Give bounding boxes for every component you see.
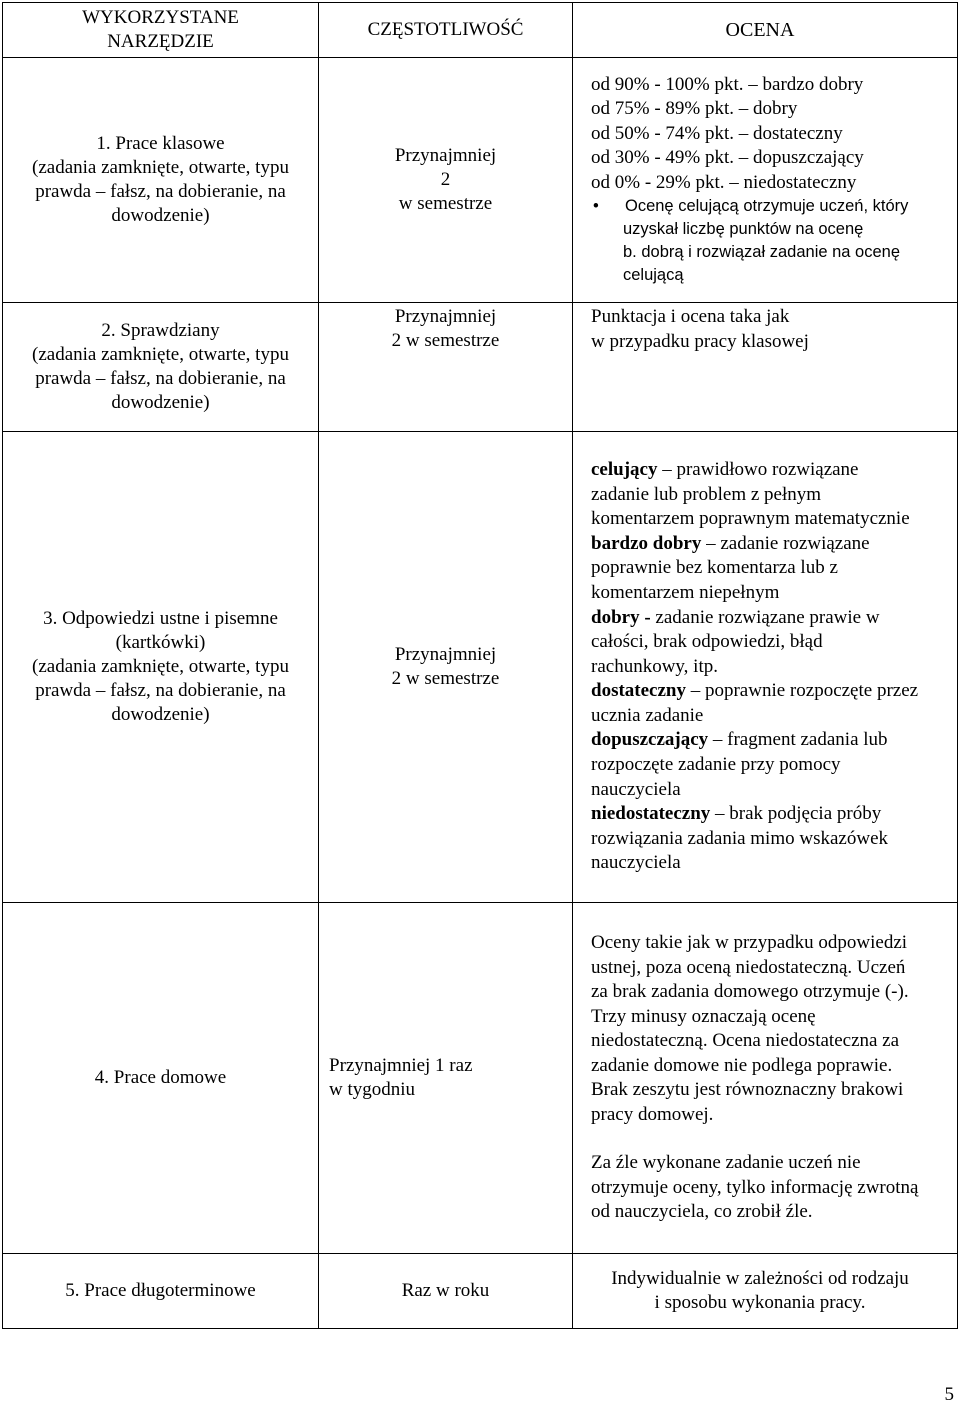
homework-paragraph-2: Za źle wykonane zadanie uczeń nie otrzymuje oceny, tylko informację zwrotną od nauczyciela, co zrobił źle. [591,1152,919,1223]
tool-cell: 4. Prace domowe [3,903,319,1254]
grade-cell [573,903,958,1254]
bullet-icon: • [593,197,599,216]
tool-cell: 2. Sprawdziany (zadania zamknięte, otwarte, typu prawda – fałsz, na dobieranie, na dowodzenie) [3,303,319,432]
grade-cell: od 90% - 100% pkt. – bardzo dobry od 75% - 89% pkt. – dobry od 50% - 74% pkt. – dostateczny od 30% - 49% pkt. – dopuszczający od 0% - 29% pkt. – niedostateczny • Ocenę celującą otrzymuje uczeń, który uzyskał liczbę punktów na ocenę b. dobrą i rozwiązał zadanie na ocenę celującą [573,58,958,303]
frequency-cell: Przynajmniej 2 w semestrze [319,58,573,303]
grade-niedostateczny: niedostateczny – brak podjęcia próby rozwiązania zadania mimo wskazówek nauczyciela [591,803,889,874]
table-row [3,432,958,903]
page-number: 5 [944,1384,954,1405]
header-frequency: CZĘSTOTLIWOŚĆ [319,3,573,58]
frequency-cell: Przynajmniej 2 w semestrze [319,303,573,432]
grade-dopuszczajacy: dopuszczający – fragment zadania lub rozpoczęte zadanie przy pomocy nauczyciela [591,729,888,800]
grade-bardzo-dobry: bardzo dobry – zadanie rozwiązane poprawnie bez komentarza lub z komentarzem niepełnym [591,532,870,603]
table-row [3,58,958,303]
frequency-cell: Przynajmniej 1 raz w tygodniu [319,903,573,1254]
tool-cell: 5. Prace długoterminowe [3,1254,319,1329]
header-tool: WYKORZYSTANE NARZĘDZIE [3,3,319,58]
frequency-cell: Przynajmniej 2 w semestrze [319,432,573,903]
table-row [3,903,958,1254]
assessment-table [2,2,958,1329]
table-row [3,1254,958,1329]
header-grade: OCENA [573,3,958,58]
table-row [3,303,958,432]
grade-dobry: dobry - zadanie rozwiązane prawie w całości, brak odpowiedzi, błąd rachunkowy, itp. [591,606,880,677]
grade-cell: Indywidualnie w zależności od rodzaju i sposobu wykonania pracy. [573,1254,958,1329]
grade-dostateczny: dostateczny – poprawnie rozpoczęte przez ucznia zadanie [591,680,919,726]
tool-cell: 1. Prace klasowe (zadania zamknięte, otwarte, typu prawda – fałsz, na dobieranie, na dowodzenie) [3,58,319,303]
grade-cell [573,432,958,903]
homework-paragraph-1: Oceny takie jak w przypadku odpowiedzi ustnej, poza oceną niedostateczną. Uczeń za brak zadania domowego otrzymuje (-). Trzy minusy oznaczają ocenę niedostateczną. Ocena niedostateczna za zadanie domowe nie podlega poprawie. Brak zeszytu jest równoznaczny brakowi pracy domowej. [591,932,909,1125]
bullet-note: • Ocenę celującą otrzymuje uczeń, który uzyskał liczbę punktów na ocenę b. dobrą i rozwiązał zadanie na ocenę celującą [593,197,909,285]
grade-cell: Punktacja i ocena taka jak w przypadku pracy klasowej [573,303,958,432]
header-row [3,3,958,58]
tool-cell: 3. Odpowiedzi ustne i pisemne (kartkówki) (zadania zamknięte, otwarte, typu prawda – fałsz, na dobieranie, na dowodzenie) [3,432,319,903]
grade-celujacy: celujący – prawidłowo rozwiązane zadanie lub problem z pełnym komentarzem poprawnym matematycznie [591,458,910,530]
frequency-cell: Raz w roku [319,1254,573,1329]
